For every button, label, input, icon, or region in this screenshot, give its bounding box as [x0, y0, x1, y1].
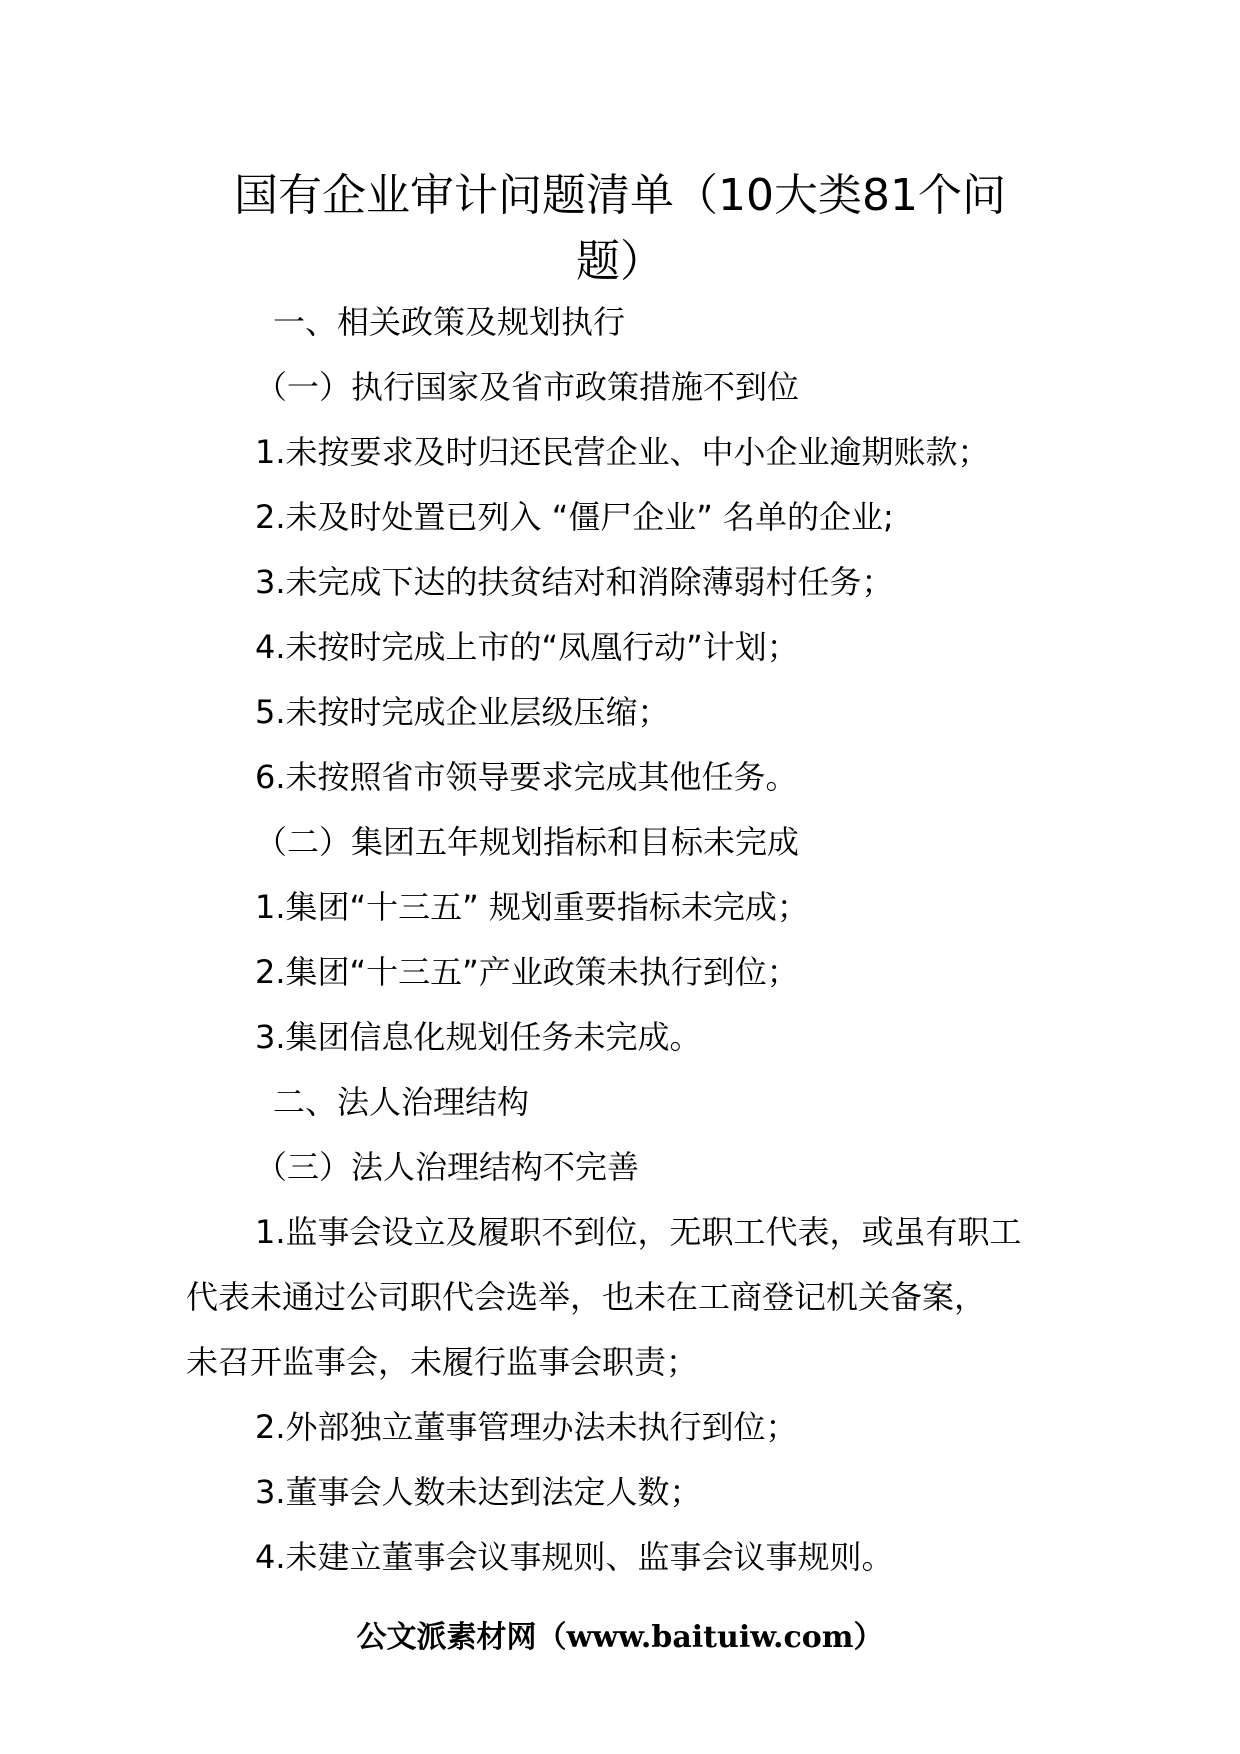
list-item: 6.未按照省市领导要求完成其他任务。: [255, 758, 798, 796]
section-heading-2: 二、法人治理结构: [273, 1083, 530, 1121]
subsection-heading-1: （一）执行国家及省市政策措施不到位: [255, 368, 800, 406]
subsection-heading-2: （二）集团五年规划指标和目标未完成: [255, 823, 800, 861]
list-item: 3.董事会人数未达到法定人数；: [255, 1473, 702, 1511]
footer-source: 公文派素材网（www.baituiw.com）: [356, 1620, 884, 1655]
list-item: 1.未按要求及时归还民营企业、中小企业逾期账款；: [255, 433, 990, 471]
list-item: 3.未完成下达的扶贫结对和消除薄弱村任务；: [255, 563, 894, 601]
list-item: 3.集团信息化规划任务未完成。: [255, 1018, 702, 1056]
section-heading-1: 一、相关政策及规划执行: [273, 303, 626, 341]
list-item-continuation: 未召开监事会，未履行监事会职责；: [186, 1343, 699, 1381]
list-item: 5.未按时完成企业层级压缩；: [255, 693, 670, 731]
list-item-continuation: 代表未通过公司职代会选举，也未在工商登记机关备案，: [186, 1278, 987, 1316]
list-item: 1.集团“十三五” 规划重要指标未完成；: [255, 888, 809, 926]
list-item: 1.监事会设立及履职不到位，无职工代表，或虽有职工: [255, 1213, 1022, 1251]
subsection-heading-3: （三）法人治理结构不完善: [255, 1148, 640, 1186]
document-title-line-2: 题）: [576, 236, 664, 287]
list-item: 2.未及时处置已列入 “僵尸企业” 名单的企业;: [255, 498, 894, 536]
list-item: 4.未按时完成上市的“凤凰行动”计划；: [255, 628, 799, 666]
document-title-line-1: 国有企业审计问题清单（10大类81个问: [234, 170, 1006, 221]
list-item: 4.未建立董事会议事规则、监事会议事规则。: [255, 1538, 894, 1576]
list-item: 2.外部独立董事管理办法未执行到位；: [255, 1408, 798, 1446]
list-item: 2.集团“十三五”产业政策未执行到位；: [255, 953, 799, 991]
